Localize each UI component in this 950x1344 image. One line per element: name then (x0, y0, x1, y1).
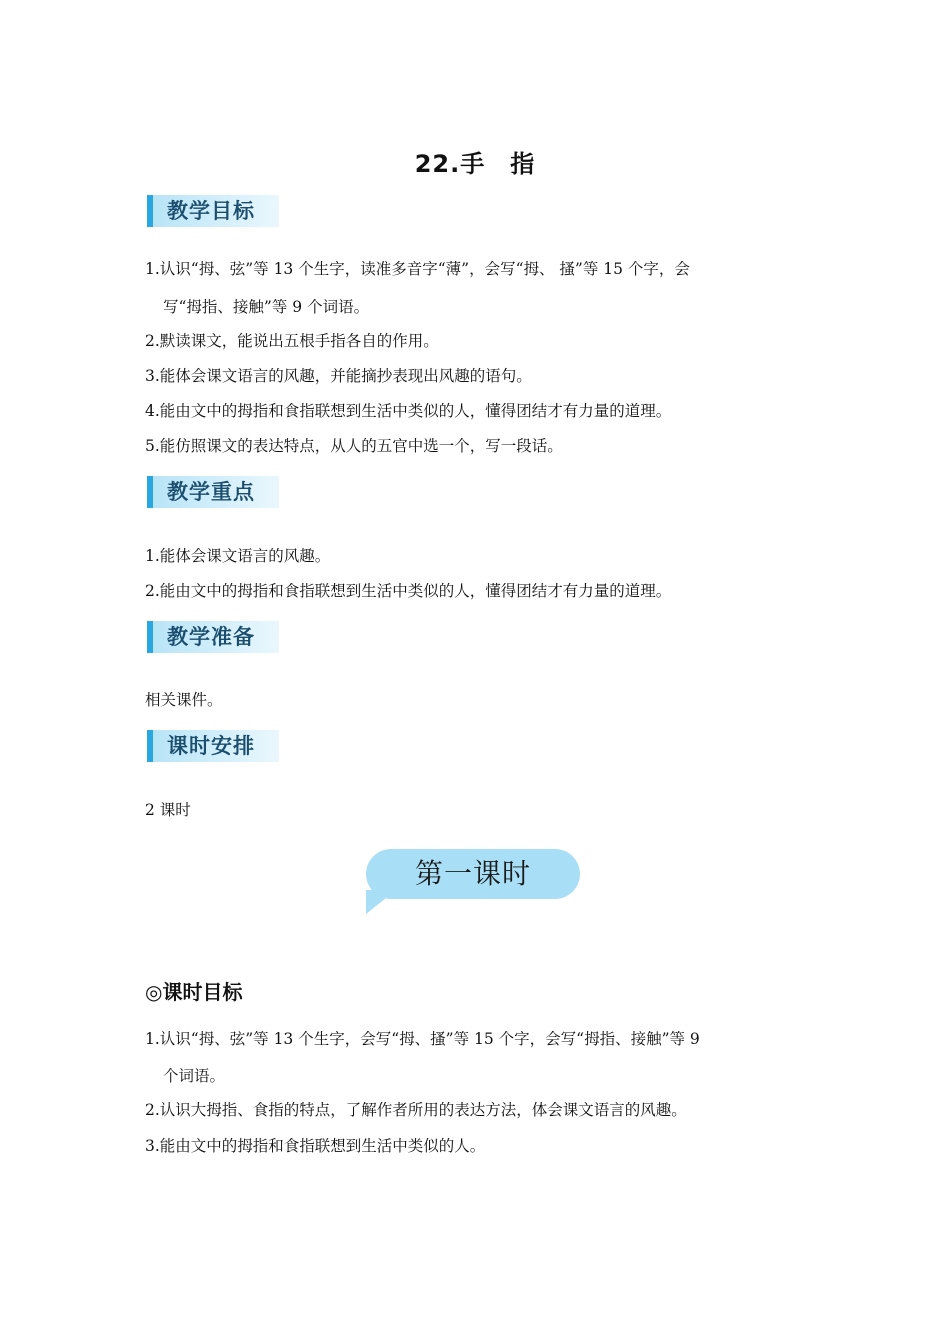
section-heading-schedule: 课时安排 (147, 730, 279, 762)
goals-line-5: 5.能仿照课文的表达特点，从人的五官中选一个，写一段话。 (145, 437, 563, 455)
key-points-line-1: 1.能体会课文语言的风趣。 (145, 547, 331, 565)
lesson-one-bubble: 第一课时 (366, 849, 580, 899)
section-heading-goals: 教学目标 (147, 195, 279, 227)
preparation-line: 相关课件。 (145, 691, 223, 709)
lesson-goals-line-3: 3.能由文中的拇指和食指联想到生活中类似的人。 (145, 1137, 486, 1155)
section-heading-key-points: 教学重点 (147, 476, 279, 508)
key-points-line-2: 2.能由文中的拇指和食指联想到生活中类似的人，懂得团结才有力量的道理。 (145, 582, 672, 600)
goals-line-2: 2.默读课文，能说出五根手指各自的作用。 (145, 332, 439, 350)
lesson-goals-line-2: 2.认识大拇指、食指的特点，了解作者所用的表达方法，体会课文语言的风趣。 (145, 1101, 687, 1119)
goals-line-1: 1.认识“拇、弦”等 13 个生字，读准多音字“薄”，会写“拇、 搔”等 15 个字，会 (145, 260, 690, 278)
lesson-goals-heading: ◎课时目标 (145, 980, 243, 1004)
schedule-line: 2 课时 (145, 801, 191, 819)
section-heading-preparation: 教学准备 (147, 621, 279, 653)
page-title: 22.手 指 (414, 150, 536, 178)
lesson-goals-line-1: 1.认识“拇、弦”等 13 个生字，会写“拇、搔”等 15 个字，会写“拇指、接触”等 9 (145, 1030, 700, 1048)
goals-line-1-cont: 写“拇指、接触”等 9 个词语。 (163, 298, 370, 316)
goals-line-3: 3.能体会课文语言的风趣，并能摘抄表现出风趣的语句。 (145, 367, 532, 385)
lesson-goals-line-1-cont: 个词语。 (163, 1067, 226, 1085)
goals-line-4: 4.能由文中的拇指和食指联想到生活中类似的人，懂得团结才有力量的道理。 (145, 402, 672, 420)
